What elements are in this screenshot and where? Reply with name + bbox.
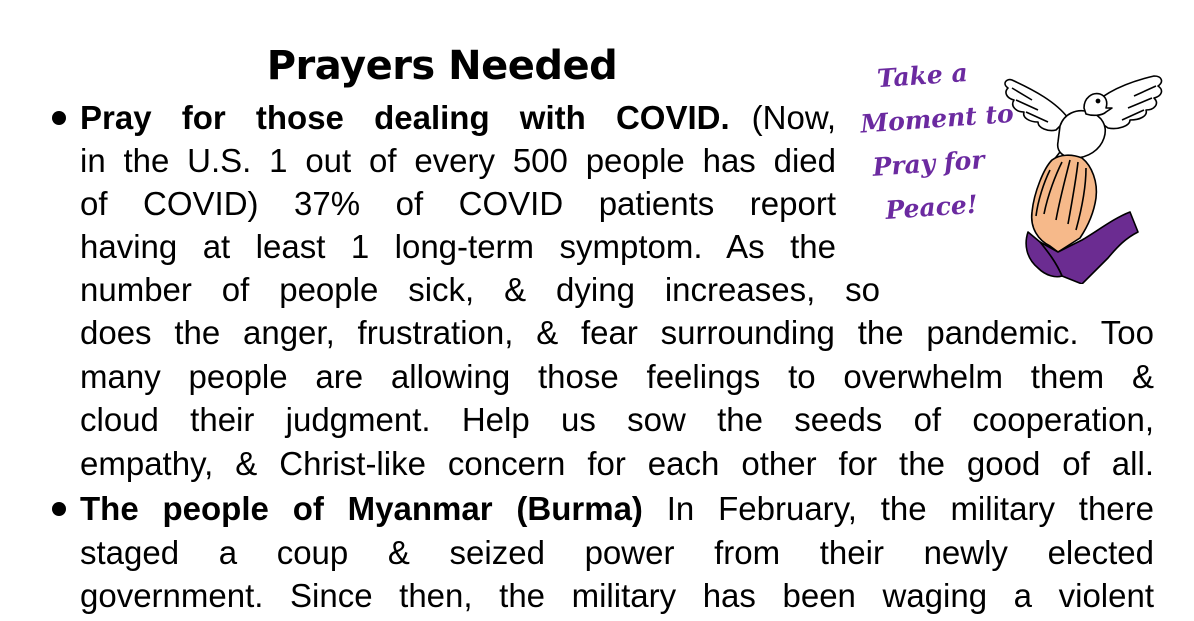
item-text: empathy, & Christ-like concern for each other for the good of all. (80, 445, 1154, 482)
item-text: having at least 1 long-term symptom. As the (80, 228, 836, 265)
item-lead: The people of Myanmar (Burma) (80, 490, 643, 527)
praying-hands-icon (1026, 155, 1138, 284)
peace-callout (856, 50, 1015, 235)
list-item (80, 487, 1154, 530)
item-text: of COVID) 37% of COVID patients report (80, 185, 836, 222)
bullet-icon (52, 111, 66, 125)
item-text: does the anger, frustration, & fear surrounding the pandemic. Too (80, 314, 1154, 351)
callout-line: Pray for (871, 145, 986, 182)
item-text: many people are allowing those feelings to overwhelm them & (80, 358, 1154, 395)
callout-line: Take a (876, 58, 969, 94)
item-text: In February, the military there (666, 490, 1154, 527)
callout-line: Moment to (859, 98, 1015, 139)
item-text: (Now, (751, 99, 836, 136)
dove-praying-hands-art (998, 62, 1174, 284)
page-title: Prayers Needed (266, 43, 618, 89)
item-text: number of people sick, & dying increases, so (80, 271, 880, 308)
bullet-icon (52, 502, 66, 516)
item-lead: Pray for those dealing with COVID. (80, 99, 730, 136)
item-text: in the U.S. 1 out of every 500 people has died (80, 142, 836, 179)
item-text: government. Since then, the military has been waging a violent (80, 577, 1154, 614)
item-text: staged a coup & seized power from their newly elected (80, 534, 1154, 571)
list-item (80, 96, 836, 139)
callout-line: Peace! (884, 189, 979, 226)
item-text: cloud their judgment. Help us sow the seeds of cooperation, (80, 401, 1154, 438)
